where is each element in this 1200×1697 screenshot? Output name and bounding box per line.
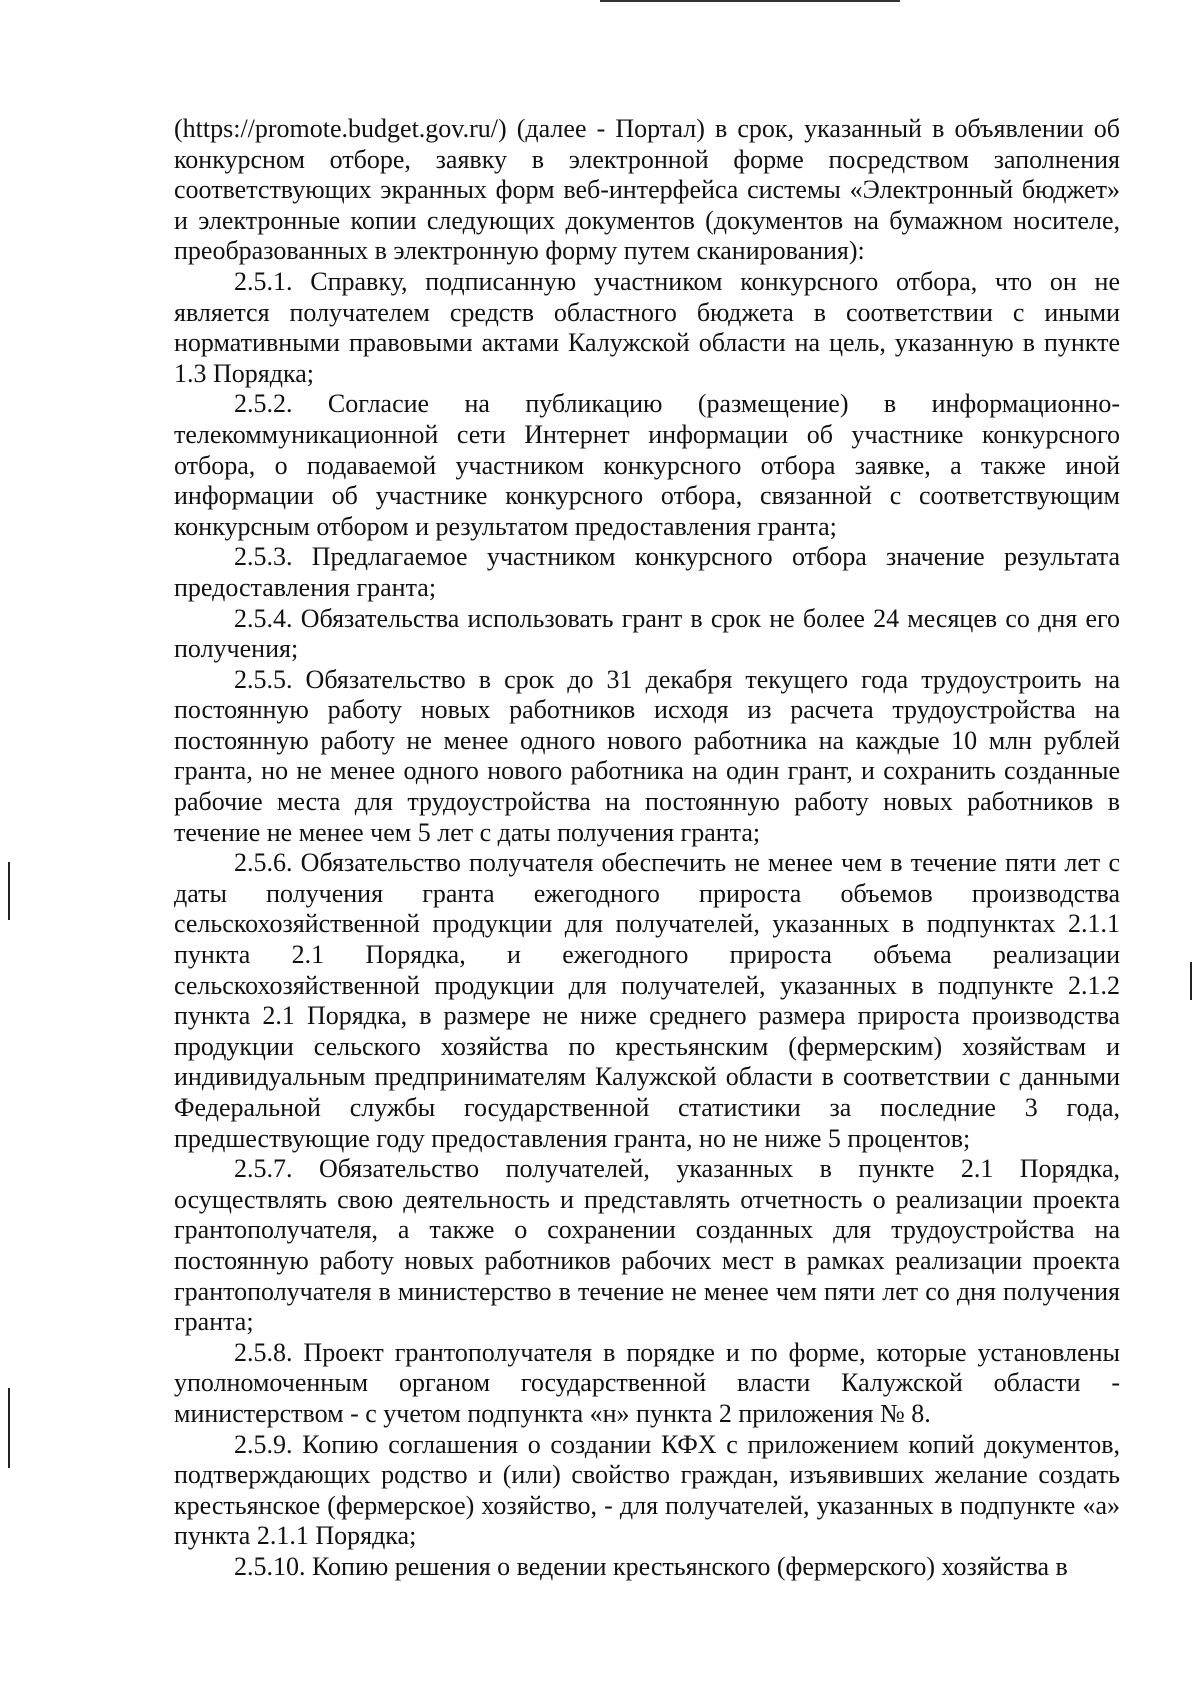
intro-paragraph: (https://promote.budget.gov.ru/) (далее - Портал) в срок, указанный в объявлении об конкурсном отборе, заявку в электронной форме посредством заполнения соответствующих экранных форм веб-интерфейса системы «Электронный бюджет» и электронные копии следующих документов (документов на бумажном носителе, преобразованных в электронную форму путем сканирования): — [174, 114, 1120, 266]
clause-2-5-4: 2.5.4. Обязательства использовать грант в срок не более 24 месяцев со дня его получения; — [174, 603, 1120, 664]
clause-2-5-7: 2.5.7. Обязательство получателей, указанных в пункте 2.1 Порядка, осуществлять свою деятельность и представлять отчетность о реализации проекта грантополучателя, а также о сохранении созданных для трудоустройства на постоянную работу новых работников рабочих мест в рамках реализации проекта грантополучателя в министерство в течение не менее чем пяти лет со дня получения гранта; — [174, 1154, 1120, 1337]
document-body — [174, 114, 1120, 1583]
left-margin-mark-lower — [8, 1388, 10, 1468]
top-edge-rule — [600, 0, 900, 2]
clause-2-5-1: 2.5.1. Справку, подписанную участником конкурсного отбора, что он не является получателем средств областного бюджета в соответствии с иными нормативными правовыми актами Калужской области на цель, указанную в пункте 1.3 Порядка; — [174, 266, 1120, 388]
clause-2-5-8: 2.5.8. Проект грантополучателя в порядке и по форме, которые установлены уполномоченным органом государственной власти Калужской области - министерством - с учетом подпункта «н» пункта 2 приложения № 8. — [174, 1337, 1120, 1428]
right-margin-mark — [1190, 962, 1192, 1000]
clause-2-5-9: 2.5.9. Копию соглашения о создании КФХ с приложением копий документов, подтверждающих родство и (или) свойство граждан, изъявивших желание создать крестьянское (фермерское) хозяйство, - для получателей, указанных в подпункте «а» пункта 2.1.1 Порядка; — [174, 1429, 1120, 1551]
clause-2-5-3: 2.5.3. Предлагаемое участником конкурсного отбора значение результата предоставления гранта; — [174, 542, 1120, 602]
clause-2-5-6: 2.5.6. Обязательство получателя обеспечить не менее чем в течение пяти лет с даты получения гранта ежегодного прироста объемов производства сельскохозяйственной продукции для получателей, указанных в подпунктах 2.1.1 пункта 2.1 Порядка, и ежегодного прироста объема реализации сельскохозяйственной продукции для получателей, указанных в подпункте 2.1.2 пункта 2.1 Порядка, в размере не ниже среднего размера прироста производства продукции сельского хозяйства по крестьянским (фермерским) хозяйствам и индивидуальным предпринимателям Калужской области в соответствии с данными Федеральной службы государственной статистики за последние 3 года, предшествующие году предоставления гранта, но не ниже 5 процентов; — [174, 848, 1120, 1153]
clause-2-5-10: 2.5.10. Копию решения о ведении крестьянского (фермерского) хозяйства в — [234, 1551, 1068, 1581]
clause-2-5-2: 2.5.2. Согласие на публикацию (размещение) в информационно-телекоммуникационной сети Интернет информации об участнике конкурсного отбора, о подаваемой участником конкурсного отбора заявке, а также иной информации об участнике конкурсного отбора, связанной с соответствующим конкурсным отбором и результатом предоставления гранта; — [174, 389, 1120, 541]
left-margin-mark — [8, 862, 10, 920]
clause-2-5-5: 2.5.5. Обязательство в срок до 31 декабря текущего года трудоустроить на постоянную работу новых работников исходя из расчета трудоустройства на постоянную работу не менее одного нового работника на каждые 10 млн рублей гранта, но не менее одного нового работника на один грант, и сохранить созданные рабочие места для трудоустройства на постоянную работу новых работников в течение не менее чем 5 лет с даты получения гранта; — [174, 664, 1120, 847]
